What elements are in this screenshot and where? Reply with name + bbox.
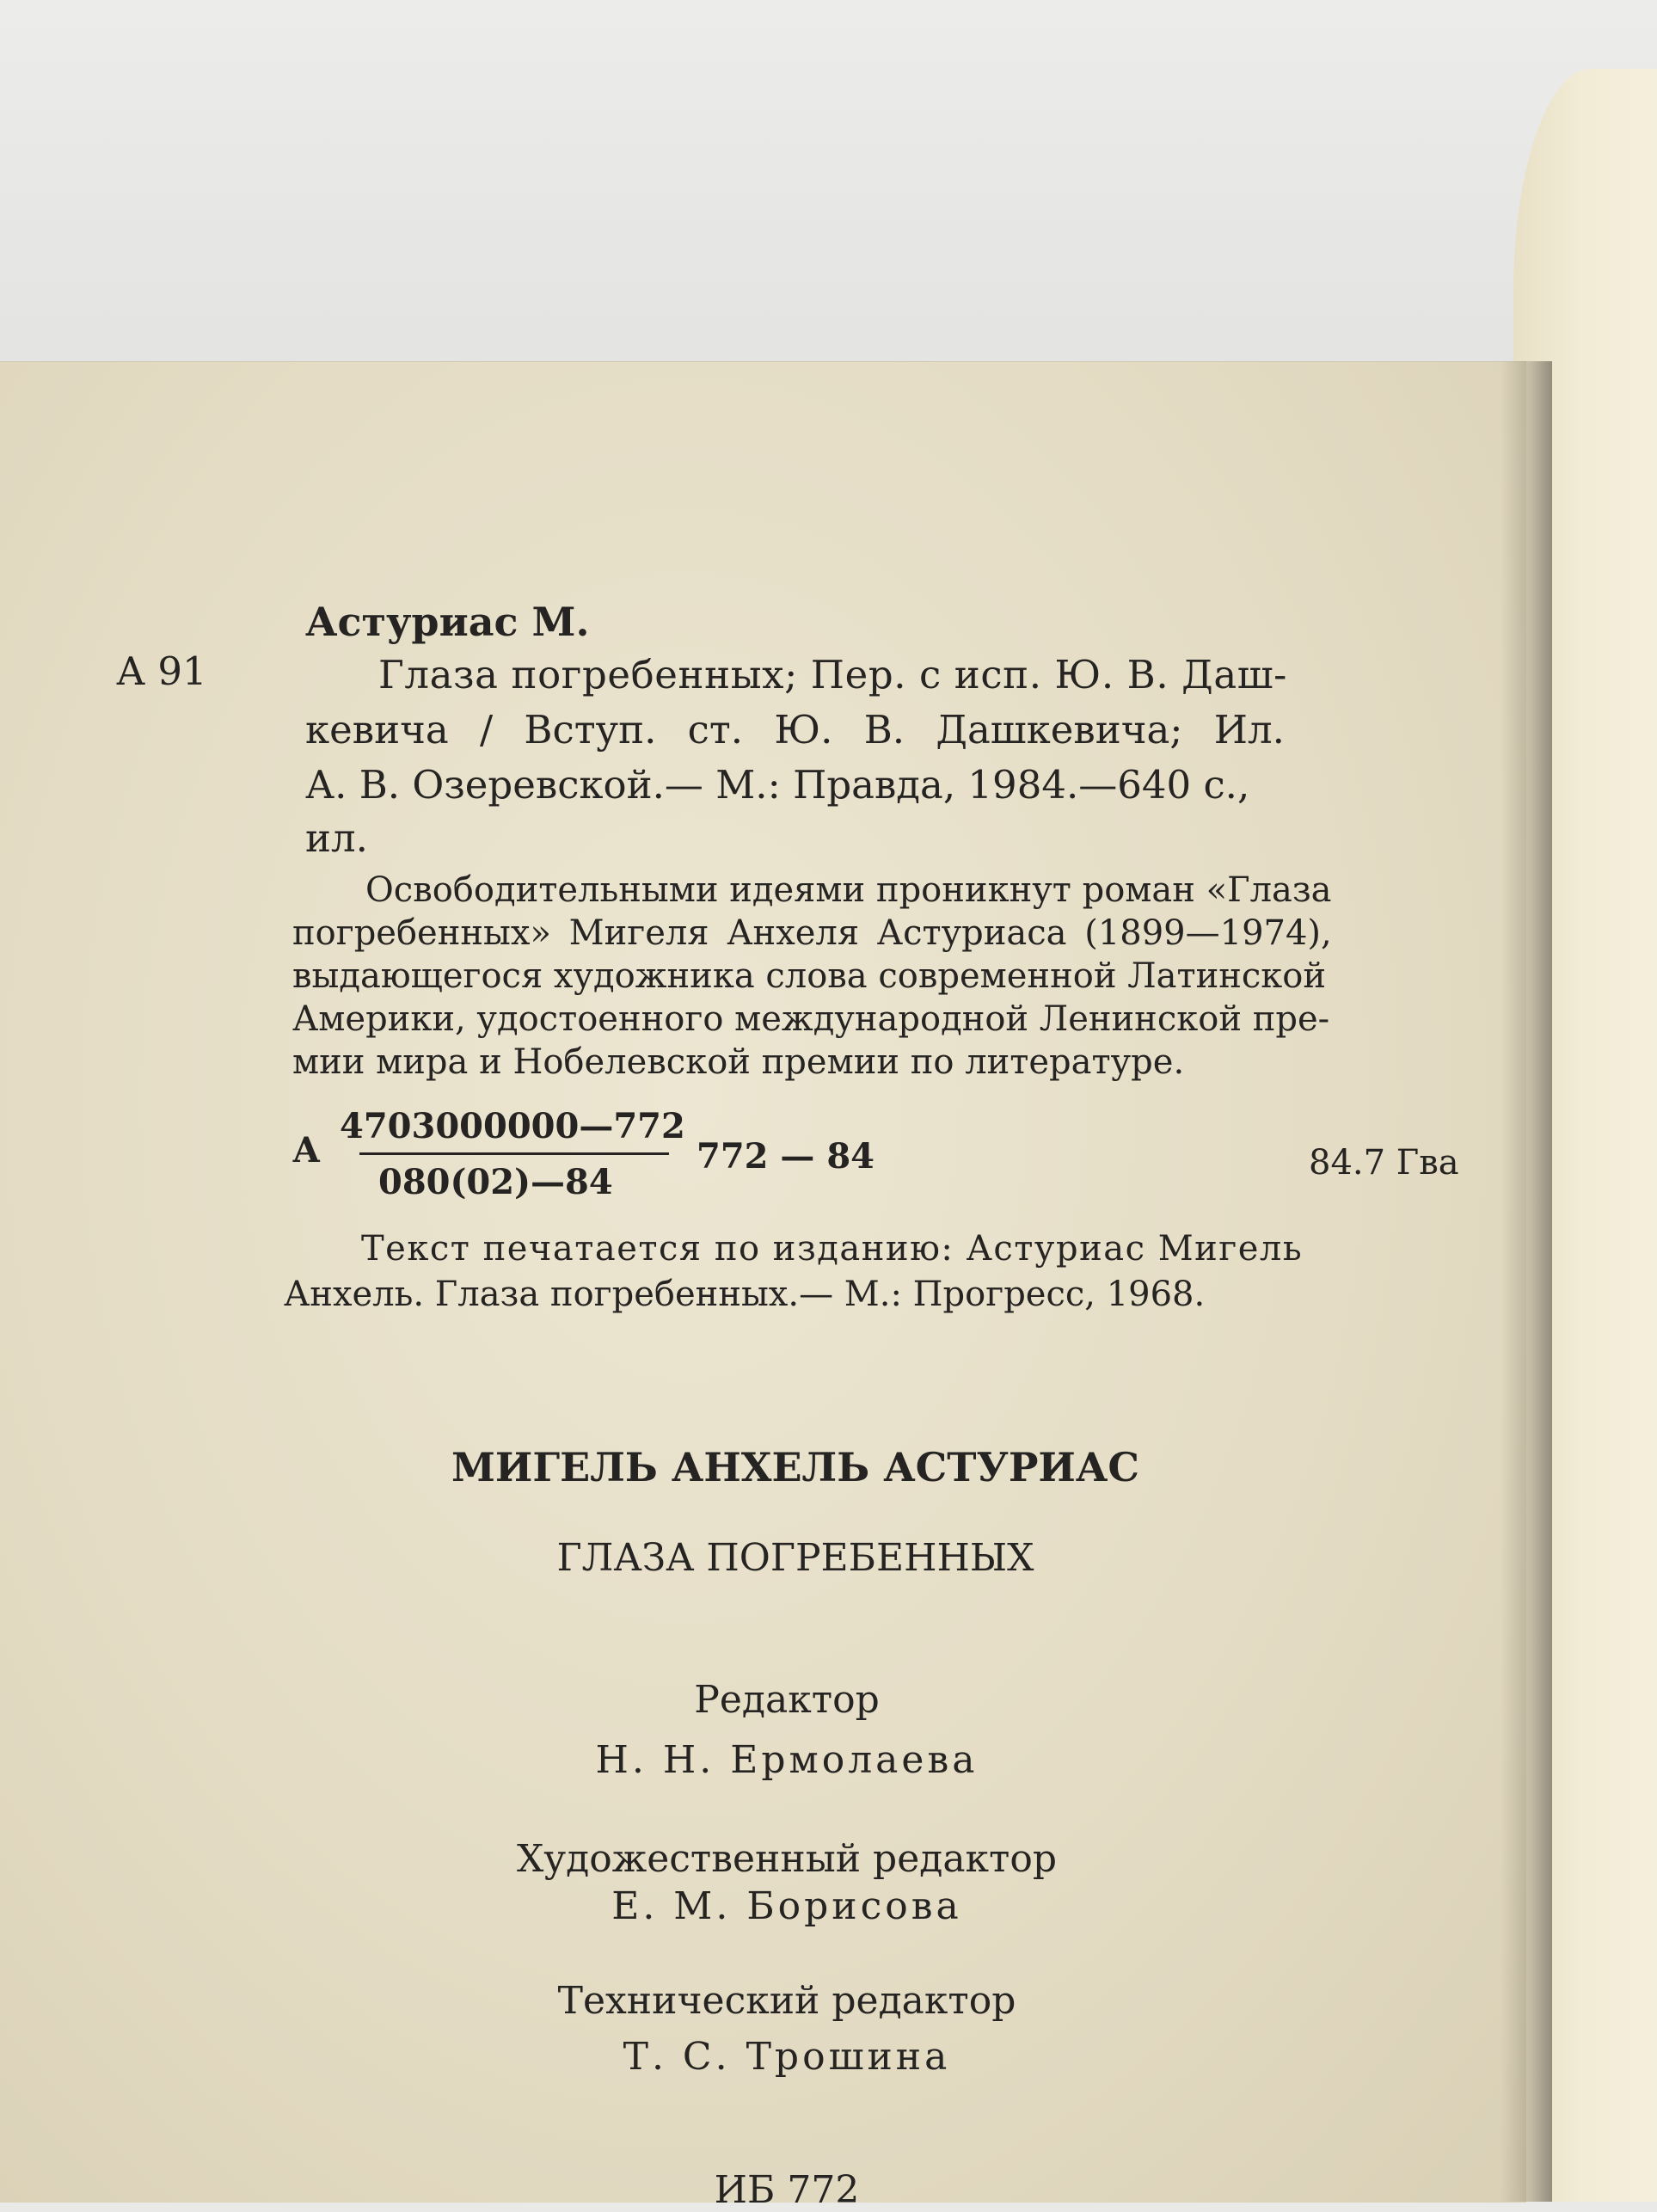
colophon-title: ГЛАЗА ПОГРЕБЕННЫХ: [556, 1536, 1034, 1580]
annotation-line-1: Освободительными идеями проникнут роман «Глаза: [365, 870, 1332, 910]
art-editor-name: Е. М. Борисова: [611, 1884, 962, 1928]
colophon-author: МИГЕЛЬ АНХЕЛЬ АСТУРИАС: [451, 1444, 1139, 1490]
editor-role: Редактор: [694, 1678, 880, 1722]
bib-line-3: А. В. Озеревской.— М.: Правда, 1984.—640 с.,: [305, 762, 1250, 808]
ib-number: ИБ 772: [714, 2168, 860, 2212]
annotation-line-3: выдающегося художника слова современной Латинской: [292, 956, 1327, 996]
page-gutter-shadow: [1501, 361, 1552, 2202]
class-mark: А 91: [116, 648, 207, 694]
editor-name: Н. Н. Ермолаева: [595, 1738, 979, 1782]
art-editor-role: Художественный редактор: [516, 1837, 1058, 1881]
index-letter: А: [292, 1130, 321, 1171]
bbk-code: 84.7 Гва: [1309, 1143, 1459, 1183]
tech-editor-name: Т. С. Трошина: [623, 2035, 951, 2079]
index-denominator: 080(02)—84: [378, 1162, 613, 1202]
source-note-line-1: Текст печатается по изданию: Астуриас Мигель: [361, 1229, 1304, 1269]
index-numerator: 4703000000—772: [340, 1106, 685, 1146]
bib-line-4: ил.: [305, 815, 368, 861]
index-code: 772 — 84: [697, 1136, 875, 1177]
background-surface: [0, 0, 1657, 378]
annotation-line-2: погребенных» Мигеля Анхеля Астуриаса (1899—1974),: [292, 913, 1332, 953]
tech-editor-role: Технический редактор: [557, 1979, 1016, 2023]
source-note-line-2: Анхель. Глаза погребенных.— М.: Прогресс, 1968.: [284, 1275, 1206, 1314]
bib-line-2: кевича / Вступ. ст. Ю. В. Дашкевича; Ил.: [305, 707, 1285, 753]
index-fraction-line: [359, 1152, 669, 1155]
annotation-line-5: мии мира и Нобелевской премии по литературе.: [292, 1042, 1185, 1082]
bib-line-1: Глаза погребенных; Пер. с исп. Ю. В. Даш-: [378, 652, 1287, 697]
annotation-line-4: Америки, удостоенного международной Ленинской пре-: [292, 999, 1330, 1039]
author-heading: Астуриас М.: [305, 599, 590, 645]
